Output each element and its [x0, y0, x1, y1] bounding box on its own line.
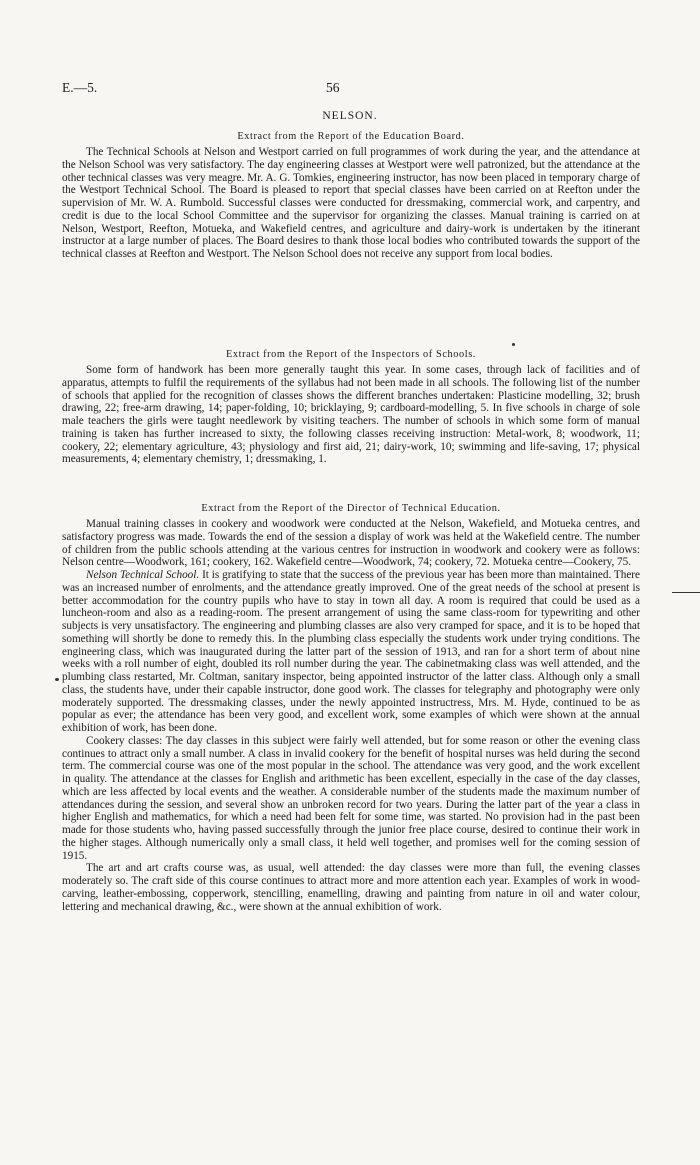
- section-education-board: [62, 131, 640, 261]
- paragraph: Some form of handwork has been more generally taught this year. In some cases, through lack of facilities and of apparatus, attempts to fulfil the requirements of the syllabus had not been made in all schools. The following list of the number of schools that applied for the recognition of classes shows the different branches undertaken: Plasticine modelling, 32; brush drawing, 22; free-arm drawing, 14; paper-folding, 10; bricklaying, 9; cardboard-modelling, 5. In five schools in charge of sole male teachers the girls were taught needlework by visiting teachers. The number of schools in which some form of manual training is taken has further increased to sixty, the following classes receiving instruction: Metal-work, 8; woodwork, 11; cookery, 22; elementary agriculture, 43; physiology and first aid, 21; dairy-work, 10; swimming and life-saving, 17; physical measurements, 4; elementary chemistry, 1; dressmaking, 1.: [62, 364, 640, 466]
- section-technical-education: [62, 503, 640, 913]
- section-heading: Extract from the Report of the Director of Technical Education.: [201, 503, 501, 514]
- paragraph-body: It is gratifying to state that the success of the previous year has been more than maintained. There was an increased number of enrolments, and the attendance greatly improved. One of the great needs of the school at present is better accommodation for the country pupils who have to stay in town all day. A room is required that could be used as a luncheon-room and also as a reading-room. The present arrangement of using the same class-room for typewriting and other subjects is very unsatisfactory. The engineering and plumbing classes are also very cramped for space, and it is to be hoped that something will shortly be done to remedy this. In the plumbing class especially the students work under trying conditions. The engineering class, which was inaugurated during the latter part of the session of 1913, and ran for a short term of about nine weeks with a roll number of eight, doubled its roll number during the year. The cabinetmaking class was well attended, and the plumbing class restarted, Mr. Coltman, sanitary inspector, being appointed instructor of the latter class. Although only a small class, the students have, under their capable instructor, done good work. The classes for telegraphy and photography were only moderately supported. The dressmaking classes, under the newly appointed instructress, Mrs. M. Hyde, continued to be as popular as ever; the attendance has been very good, and excellent work, some examples of which were shown at the annual exhibition of work, has been done.: [62, 569, 641, 734]
- section-heading: Extract from the Report of the Education Board.: [237, 131, 465, 142]
- ink-speck: [512, 343, 515, 346]
- paragraph-nelson-technical-school: [62, 569, 640, 735]
- italic-lead: Nelson Technical School.: [86, 569, 200, 581]
- paragraph: Manual training classes in cookery and woodwork were conducted at the Nelson, Wakefield, and Motueka centres, and satisfactory progress was made. Towards the end of the session a display of work was held at the Wakefield centre. The number of children from the public schools attending at the various centres for instruction in woodwork and cookery were as follows: Nelson centre—Woodwork, 161; cookery, 162. Wakefield centre—Woodwork, 74; cookery, 72. Motueka centre—Cookery, 75.: [62, 518, 640, 569]
- margin-mark: [672, 592, 700, 593]
- document-reference: E.—5.: [62, 80, 98, 95]
- paragraph: The art and art crafts course was, as usual, well attended: the day classes were more than full, the evening classes moderately so. The craft side of this course continues to attract more and more attention each year. Examples of work in wood-carving, leather-embossing, copperwork, stencilling, enamelling, drawing and painting from nature in oil and water colour, lettering and mechanical drawing, &c., were shown at the annual exhibition of work.: [62, 862, 640, 913]
- paragraph: The Technical Schools at Nelson and Westport carried on full programmes of work during the year, and the attendance at the Nelson School was very satisfactory. The day engineering classes at Westport were well patronized, but the attendance at the other technical classes was very meagre. Mr. A. G. Tomkies, engineering instructor, has now been placed in temporary charge of the Westport Technical School. The Board is pleased to report that special classes have been carried on at Reefton under the supervision of Mr. W. A. Rumbold. Successful classes were conducted for dressmaking, commercial work, and carpentry, and credit is due to the local School Committee and the supervisor for organizing the classes. Manual training is carried on at Nelson, Westport, Reefton, Motueka, and Wakefield centres, and agriculture and dairy-work is undertaken by the itinerant instructor at a large number of places. The Board desires to thank those local bodies who contributed towards the support of the technical classes at Reefton and Westport. The Nelson School does not receive any support from local bodies.: [62, 146, 640, 260]
- paragraph: Cookery classes: The day classes in this subject were fairly well attended, but for some reason or other the evening class continues to attract only a small number. A class in invalid cookery for the benefit of hospital nurses was held during the second term. The commercial course was one of the most popular in the school. The attendance was very good, and the work excellent in quality. The attendance at the classes for English and arithmetic has been excellent, especially in the case of the day classes, which are less affected by local events and the weather. A considerable number of the students made the maximum number of attendances during the session, and several show an unbroken record for two years. During the latter part of the year a class in higher English and mathematics, for which a need had been felt for some time, was started. No provision had in the past been made for those students who, having passed successfully through the junior free place course, desired to continue their work in the higher stages. Although numerically only a small class, it held well together, and promises well for the coming session of 1915.: [62, 734, 640, 862]
- ink-speck: [55, 678, 59, 681]
- section-inspectors: [62, 349, 640, 466]
- section-heading: Extract from the Report of the Inspectors of Schools.: [226, 349, 476, 360]
- page-title: NELSON.: [322, 110, 378, 122]
- page-number: 56: [326, 80, 340, 95]
